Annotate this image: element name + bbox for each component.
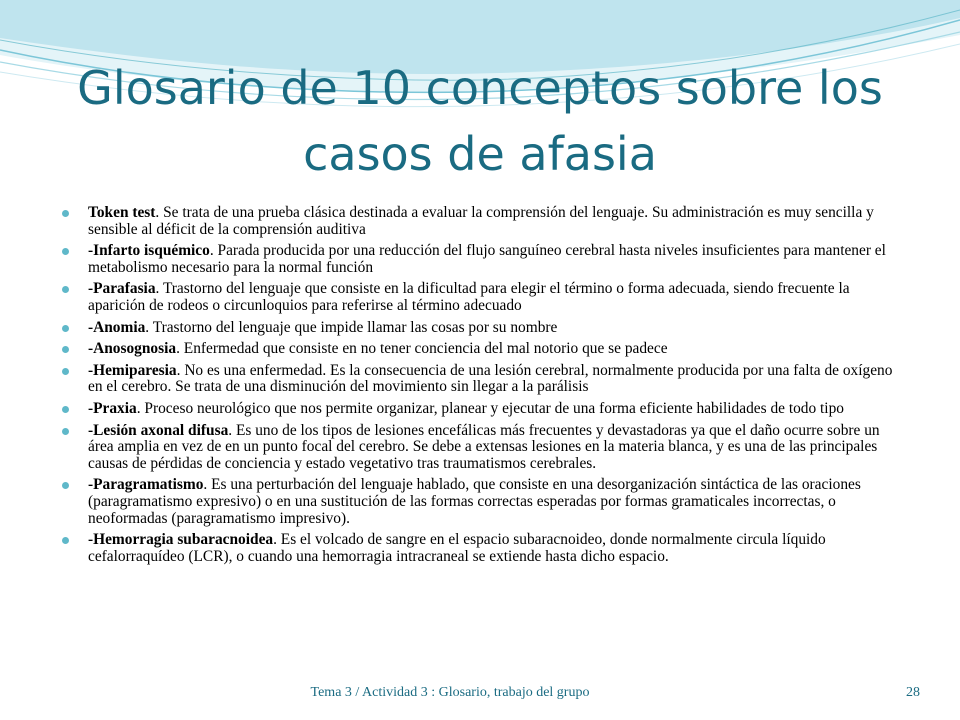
glossary-entry bbox=[62, 205, 902, 238]
bullet-icon bbox=[62, 286, 69, 293]
glossary-definition: . Es uno de los tipos de lesiones encefálicas más frecuentes y devastadoras ya que el daño ocurre sobre un área amplia en vez de en un punto focal del cerebro. Se debe a extensas lesiones en la materia blanca, y es una de las principales causas de pérdidas de conciencia y estado vegetativo tras traumatismos cerebrales. bbox=[88, 421, 880, 472]
glossary-term: -Praxia bbox=[88, 399, 137, 417]
glossary-term: Token test bbox=[88, 204, 156, 221]
glossary-definition: . No es una enfermedad. Es la consecuencia de una lesión cerebral, normalmente producida por una falta de oxígeno en el cerebro. Se trata de una disminución del movimiento sin llegar a la parálisis bbox=[88, 361, 893, 396]
slide-footer: Tema 3 / Actividad 3 : Glosario, trabajo del grupo bbox=[310, 685, 590, 700]
glossary-entry bbox=[62, 341, 902, 358]
glossary-term: -Infarto isquémico bbox=[88, 242, 210, 260]
glossary-definition: . Enfermedad que consiste en no tener conciencia del mal notorio que se padece bbox=[176, 340, 668, 358]
bullet-icon bbox=[62, 368, 69, 375]
glossary-entry bbox=[62, 423, 902, 473]
bullet-icon bbox=[62, 406, 69, 413]
bullet-icon bbox=[62, 248, 69, 255]
bullet-icon bbox=[62, 537, 69, 544]
glossary-entry bbox=[62, 532, 902, 565]
glossary-definition: . Es una perturbación del lenguaje hablado, que consiste en una desorganización sintáctica de las oraciones (paragramatismo expresivo) o en una sustitución de las formas correctas esperadas por formas gramaticales incorrectas, o neoformadas (paragramatismo impresivo). bbox=[88, 476, 861, 527]
glossary-definition: . Es el volcado de sangre en el espacio subaracnoideo, donde normalmente circula líquido cefalorraquídeo (LCR), o cuando una hemorragia intracraneal se extiende hasta dicho espacio. bbox=[88, 531, 826, 565]
glossary-list bbox=[62, 205, 902, 570]
glossary-entry bbox=[62, 320, 902, 337]
glossary-entry bbox=[62, 281, 902, 314]
glossary-definition: . Proceso neurológico que nos permite organizar, planear y ejecutar de una forma eficiente habilidades de todo tipo bbox=[136, 399, 844, 417]
glossary-definition: . Trastorno del lenguaje que consiste en la dificultad para elegir el término o forma adecuada, siendo frecuente la aparición de rodeos o circunloquios para referirse al término adecuado bbox=[88, 280, 850, 314]
glossary-term: -Anosognosia bbox=[88, 340, 177, 358]
bullet-icon bbox=[62, 482, 69, 489]
glossary-entry bbox=[62, 477, 902, 527]
glossary-term: -Anomia bbox=[88, 318, 146, 336]
slide-title: Glosario de 10 conceptos sobre los casos de afasia bbox=[77, 61, 883, 181]
bullet-icon bbox=[62, 325, 69, 332]
glossary-term: -Hemiparesia bbox=[88, 361, 177, 379]
glossary-term: -Lesión axonal difusa bbox=[88, 421, 229, 439]
glossary-entry bbox=[62, 243, 902, 276]
bullet-icon bbox=[62, 428, 69, 435]
glossary-definition: . Trastorno del lenguaje que impide llamar las cosas por su nombre bbox=[145, 318, 558, 336]
bullet-icon bbox=[62, 346, 69, 353]
glossary-definition: . Parada producida por una reducción del flujo sanguíneo cerebral hasta niveles insuficientes para mantener el metabolismo necesario para la normal función bbox=[88, 242, 886, 276]
bullet-icon bbox=[62, 210, 69, 217]
glossary-entry bbox=[62, 401, 902, 418]
glossary-definition: . Se trata de una prueba clásica destinada a evaluar la comprensión del lenguaje. Su administración es muy sencilla y sensible al déficit de la comprensión auditiva bbox=[88, 204, 874, 238]
glossary-term: -Parafasia bbox=[88, 280, 156, 298]
page-number: 28 bbox=[906, 685, 920, 700]
glossary-entry bbox=[62, 363, 902, 396]
glossary-term: -Hemorragia subaracnoidea bbox=[88, 531, 274, 549]
glossary-term: -Paragramatismo bbox=[88, 476, 204, 494]
